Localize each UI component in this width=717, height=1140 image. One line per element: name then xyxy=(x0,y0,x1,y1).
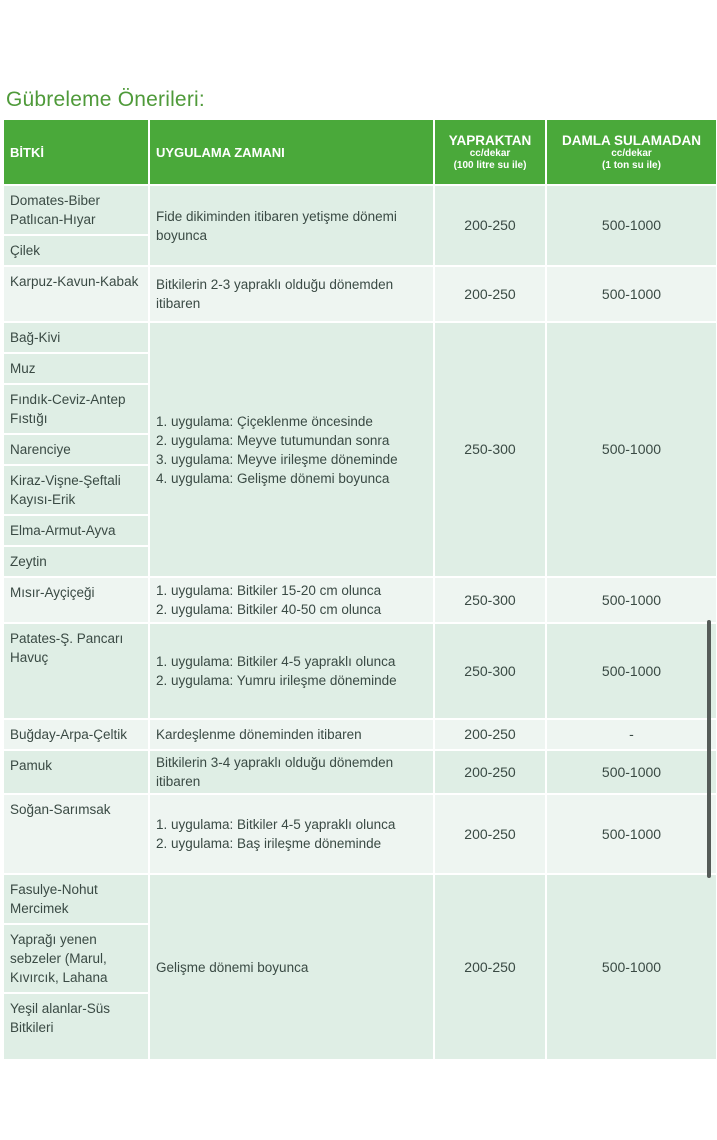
yapraktan-dose: 250-300 xyxy=(434,577,546,623)
timing-text: 2. uygulama: Bitkiler 40-50 cm olunca xyxy=(156,602,382,617)
timing-text: 1. uygulama: Çiçeklenme öncesinde xyxy=(156,413,373,429)
crop-name: Fasulye-Nohut Mercimek xyxy=(4,875,148,925)
yapraktan-dose: 250-300 xyxy=(434,322,546,577)
yapraktan-dose: 200-250 xyxy=(434,266,546,322)
crop-cell xyxy=(4,322,149,577)
damla-dose: 500-1000 xyxy=(546,874,716,1059)
crop-name: Muz xyxy=(4,354,148,385)
timing-text: Bitkilerin 3-4 yapraklı olduğu dönemden itibaren xyxy=(156,755,394,789)
yapraktan-dose: 200-250 xyxy=(434,874,546,1059)
table-row xyxy=(4,266,716,322)
table-row xyxy=(4,874,716,1059)
timing-cell xyxy=(149,874,434,1059)
header-damla-unit: cc/dekar xyxy=(611,147,652,159)
timing-text: Kardeşlenme döneminden itibaren xyxy=(156,727,362,742)
timing-cell xyxy=(149,750,434,794)
timing-text: 4. uygulama: Gelişme dönemi boyunca xyxy=(156,470,390,486)
table-row xyxy=(4,623,716,719)
crop-cell xyxy=(4,750,149,794)
yapraktan-dose: 200-250 xyxy=(434,719,546,750)
crop-name: Kiraz-Vişne-Şeftali Kayısı-Erik xyxy=(4,466,148,516)
header-uygulama: UYGULAMA ZAMANI xyxy=(149,120,434,185)
damla-dose: 500-1000 xyxy=(546,623,716,719)
fertilization-table xyxy=(4,120,716,1059)
header-bitki: BİTKİ xyxy=(4,120,149,185)
crop-name: Soğan-Sarımsak xyxy=(10,802,111,817)
timing-cell xyxy=(149,794,434,874)
crop-name: Domates-Biber Patlıcan-Hıyar xyxy=(4,186,148,236)
header-damla-note: (1 ton su ile) xyxy=(602,159,661,171)
timing-text: 1. uygulama: Bitkiler 4-5 yapraklı olunca xyxy=(156,817,396,832)
crop-name: Elma-Armut-Ayva xyxy=(4,516,148,547)
timing-cell xyxy=(149,623,434,719)
timing-text: Fide dikiminden itibaren yetişme dönemi boyunca xyxy=(156,208,397,243)
crop-name: Çilek xyxy=(10,243,41,258)
damla-dose: 500-1000 xyxy=(546,266,716,322)
timing-cell xyxy=(149,266,434,322)
crop-cell xyxy=(4,266,149,322)
yapraktan-dose: 250-300 xyxy=(434,623,546,719)
timing-text: 2. uygulama: Meyve tutumundan sonra xyxy=(156,432,390,448)
crop-name: Patates-Ş. Pancarı Havuç xyxy=(10,631,124,665)
crop-name: Yeşil alanlar-Süs Bitkileri xyxy=(10,1001,111,1035)
crop-name: Mısır-Ayçiçeği xyxy=(10,585,95,600)
crop-name: Narenciye xyxy=(4,435,148,466)
timing-text: 2. uygulama: Baş irileşme döneminde xyxy=(156,836,382,851)
timing-cell xyxy=(149,322,434,577)
damla-dose: - xyxy=(546,719,716,750)
crop-name: Buğday-Arpa-Çeltik xyxy=(10,727,128,742)
damla-dose: 500-1000 xyxy=(546,794,716,874)
table-header-row xyxy=(4,120,716,185)
crop-cell xyxy=(4,794,149,874)
crop-name: Pamuk xyxy=(10,758,53,773)
timing-text: 3. uygulama: Meyve irileşme döneminde xyxy=(156,451,398,467)
header-yapraktan-note: (100 litre su ile) xyxy=(453,159,527,171)
header-yapraktan xyxy=(434,120,546,185)
table-body xyxy=(4,185,716,1059)
damla-dose: 500-1000 xyxy=(546,185,716,266)
crop-cell xyxy=(4,185,149,266)
crop-name: Bağ-Kivi xyxy=(4,323,148,354)
crop-cell xyxy=(4,577,149,623)
scrollbar-thumb[interactable] xyxy=(707,620,711,878)
timing-cell xyxy=(149,719,434,750)
yapraktan-dose: 200-250 xyxy=(434,185,546,266)
damla-dose: 500-1000 xyxy=(546,750,716,794)
crop-cell xyxy=(4,623,149,719)
timing-cell xyxy=(149,185,434,266)
damla-dose: 500-1000 xyxy=(546,577,716,623)
header-damla xyxy=(546,120,716,185)
timing-text: Gelişme dönemi boyunca xyxy=(156,959,309,975)
crop-cell xyxy=(4,874,149,1059)
header-yapraktan-unit: cc/dekar xyxy=(469,147,511,159)
page-title: Gübreleme Önerileri: xyxy=(6,88,205,111)
timing-text: 1. uygulama: Bitkiler 4-5 yapraklı olunca xyxy=(156,654,396,669)
crop-name: Zeytin xyxy=(10,554,47,569)
table-row xyxy=(4,794,716,874)
header-yapraktan-title: YAPRAKTAN xyxy=(448,132,532,148)
table-row xyxy=(4,577,716,623)
timing-text: 1. uygulama: Bitkiler 15-20 cm olunca xyxy=(156,583,382,598)
yapraktan-dose: 200-250 xyxy=(434,794,546,874)
yapraktan-dose: 200-250 xyxy=(434,750,546,794)
header-damla-title: DAMLA SULAMADAN xyxy=(562,132,701,148)
timing-text: 2. uygulama: Yumru irileşme döneminde xyxy=(156,673,397,688)
table-row xyxy=(4,750,716,794)
timing-cell xyxy=(149,577,434,623)
table-row xyxy=(4,719,716,750)
table-row xyxy=(4,322,716,577)
crop-name: Fındık-Ceviz-Antep Fıstığı xyxy=(4,385,148,435)
table-row xyxy=(4,185,716,266)
damla-dose: 500-1000 xyxy=(546,322,716,577)
crop-name: Yaprağı yenen sebzeler (Marul, Kıvırcık, Lahana xyxy=(4,925,148,994)
crop-name: Karpuz-Kavun-Kabak xyxy=(10,274,139,289)
timing-text: Bitkilerin 2-3 yapraklı olduğu dönemden itibaren xyxy=(156,277,394,311)
crop-cell xyxy=(4,719,149,750)
